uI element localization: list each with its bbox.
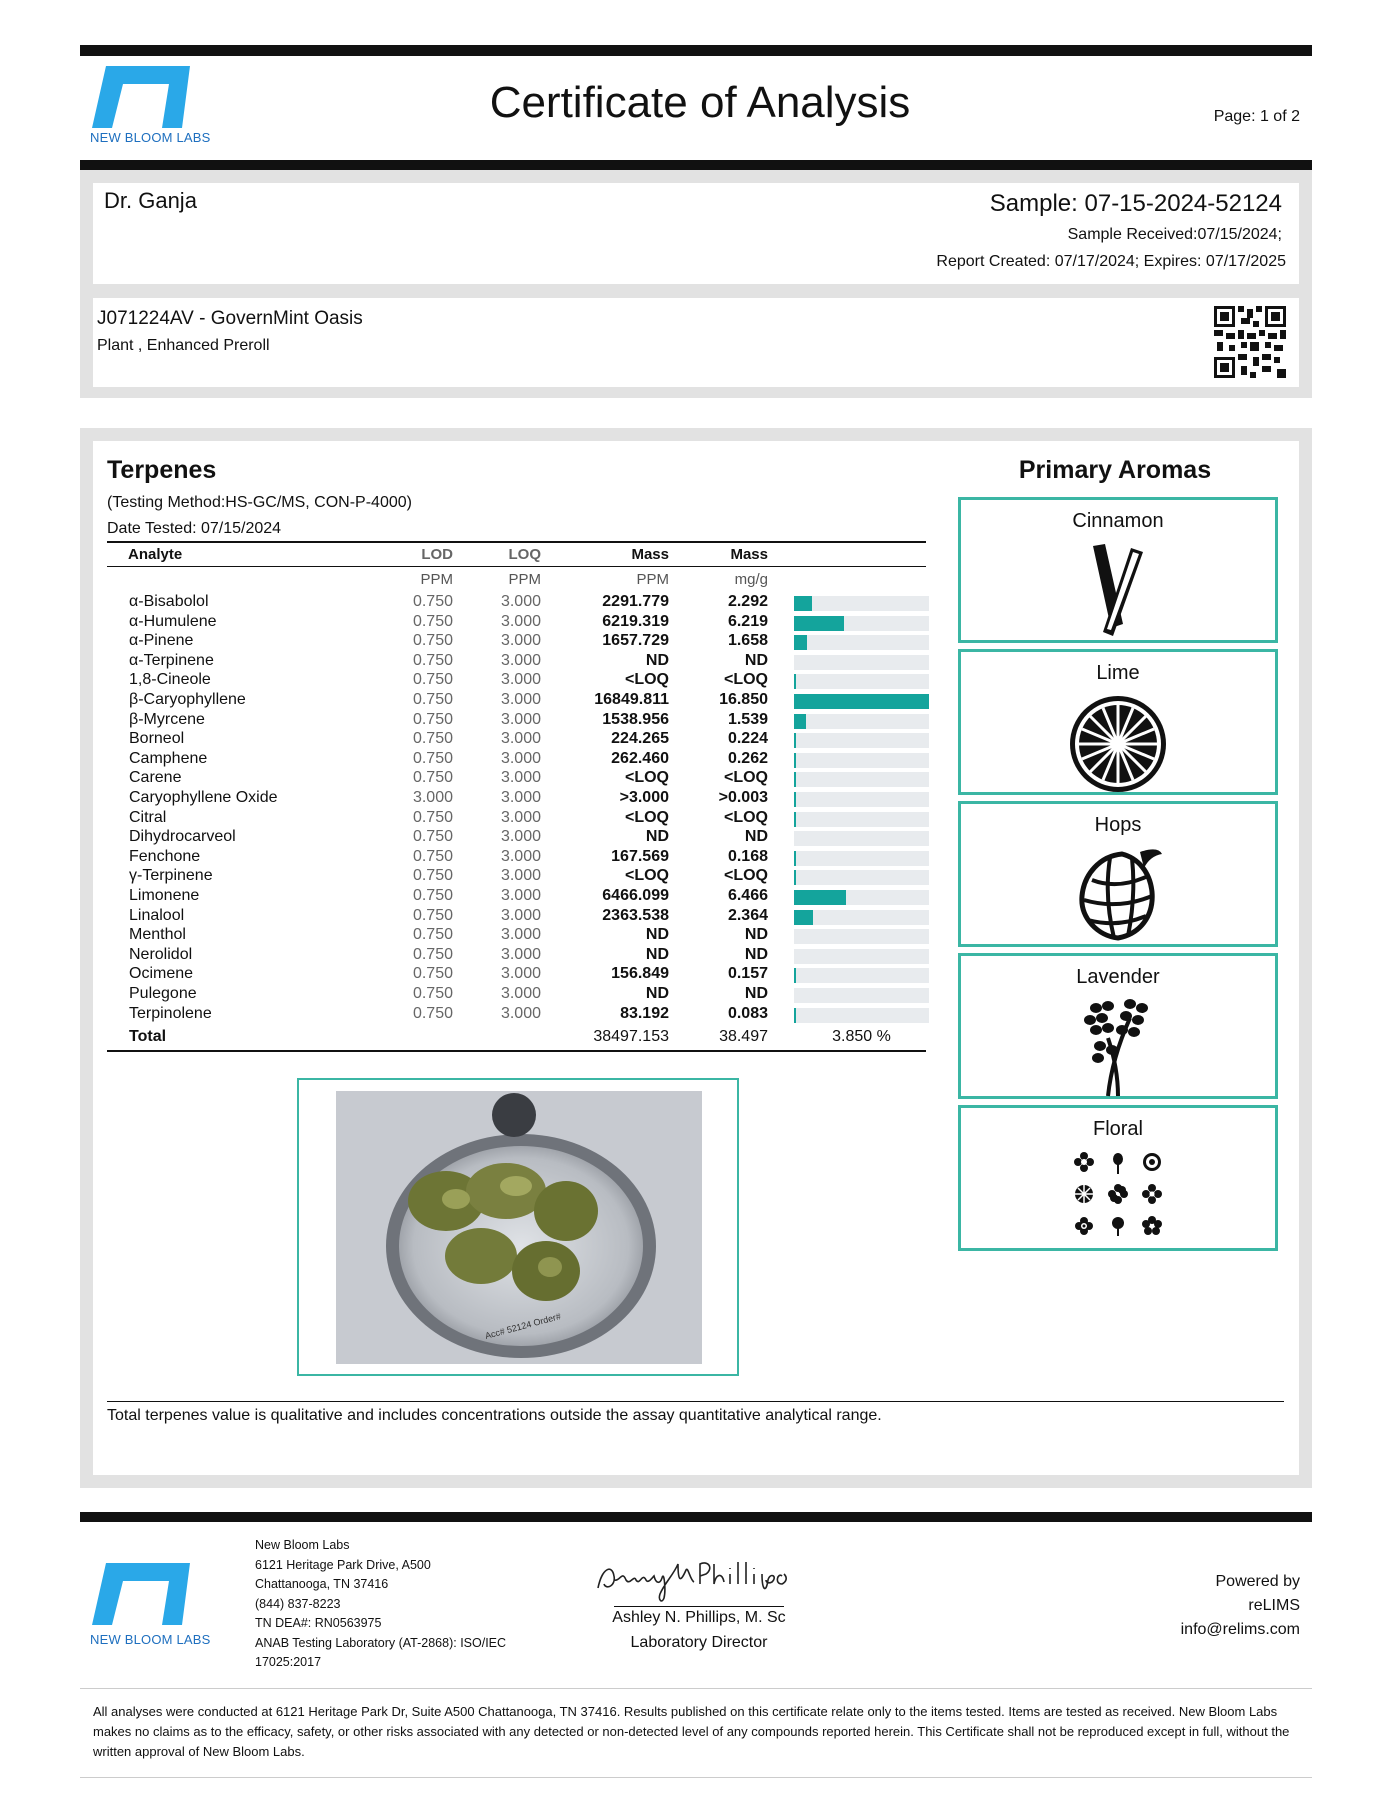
mass-ppm: 1538.956 [602, 710, 669, 728]
level-bar-track [794, 596, 929, 611]
lod-value: 0.750 [412, 808, 453, 826]
loq-value: 3.000 [500, 887, 541, 904]
analyte-name: Terpinolene [129, 1004, 212, 1022]
lod-value: 0.750 [412, 769, 453, 787]
sample-id: Sample: 07-15-2024-52124 [989, 190, 1282, 217]
level-bar-track [794, 635, 929, 650]
lod-value: 0.750 [412, 1004, 453, 1022]
mass-mgg: 0.262 [727, 749, 768, 767]
level-bar-fill [794, 635, 807, 650]
level-bar-fill [794, 1008, 796, 1023]
aroma-label: Lavender [1076, 966, 1160, 988]
mass-ppm: 167.569 [611, 847, 669, 865]
level-bar-fill [794, 674, 796, 689]
level-bar-fill [794, 714, 806, 729]
footer-rule [80, 1512, 1312, 1522]
powered-by-name: reLIMS [1248, 1597, 1300, 1614]
lab-address [255, 1536, 506, 1673]
level-bar-track [794, 870, 929, 885]
floral-icon [1068, 1150, 1168, 1236]
section-title-terpenes: Terpenes [107, 456, 217, 484]
lod-value: 0.750 [412, 632, 453, 650]
mass-ppm: 83.192 [620, 1004, 669, 1022]
lod-value: 0.750 [412, 965, 453, 983]
unit-mass-ppm: PPM [636, 571, 669, 588]
loq-value: 3.000 [500, 1004, 541, 1022]
analyte-name: Menthol [129, 926, 186, 944]
column-header-analyte: Analyte [128, 546, 183, 563]
lod-value: 0.750 [412, 926, 453, 944]
mass-mgg: 16.850 [719, 691, 768, 708]
level-bar-track [794, 851, 929, 866]
column-header-loq: LOQ [508, 546, 541, 563]
total-mass-mgg: 38.497 [719, 1028, 768, 1045]
top-rule [80, 45, 1312, 56]
note-rule [107, 1401, 1284, 1402]
signatory-role: Laboratory Director [630, 1634, 768, 1651]
mass-ppm: <LOQ [624, 867, 669, 885]
disclaimer-bottom-rule [80, 1777, 1312, 1778]
loq-value: 3.000 [500, 906, 541, 924]
lod-value: 3.000 [412, 789, 453, 806]
analyte-name: Dihydrocarveol [129, 828, 236, 846]
loq-value: 3.000 [500, 593, 541, 610]
logo [90, 66, 220, 145]
loq-value: 3.000 [500, 710, 541, 728]
mass-ppm: 156.849 [611, 965, 669, 983]
powered-by-label: Powered by [1215, 1573, 1300, 1590]
column-header-lod: LOD [421, 546, 453, 563]
mass-mgg: >0.003 [718, 789, 768, 806]
lime-icon [1068, 694, 1168, 794]
signatory-name: Ashley N. Phillips, M. Sc [612, 1609, 786, 1626]
address-line: TN DEA#: RN0563975 [255, 1616, 382, 1630]
loq-value: 3.000 [500, 789, 541, 806]
level-bar-fill [794, 753, 796, 768]
level-bar-fill [794, 694, 929, 709]
mass-ppm: 6219.319 [602, 612, 669, 630]
loq-value: 3.000 [500, 828, 541, 846]
mass-ppm: ND [645, 985, 669, 1002]
address-line: 17025:2017 [255, 1655, 322, 1669]
logo-text: NEW BLOOM LABS [90, 130, 211, 145]
level-bar-track [794, 792, 929, 807]
lod-value: 0.750 [412, 985, 453, 1002]
address-line: (844) 837-8223 [255, 1596, 341, 1611]
lod-value: 0.750 [412, 651, 453, 669]
svg-text:Acc# 52124 Order#: Acc# 52124 Order# [483, 1311, 562, 1341]
aroma-label: Cinnamon [1072, 510, 1164, 532]
level-bar-fill [794, 870, 796, 885]
mass-ppm: 2363.538 [602, 906, 669, 924]
level-bar-track [794, 831, 929, 846]
qr-code-icon[interactable] [1214, 306, 1286, 378]
loq-value: 3.000 [500, 632, 541, 650]
mass-mgg: <LOQ [723, 769, 768, 787]
lod-value: 0.750 [412, 945, 453, 963]
level-bar-fill [794, 812, 796, 827]
level-bar-track [794, 910, 929, 925]
loq-value: 3.000 [500, 749, 541, 767]
disclaimer-rule [80, 1688, 1312, 1689]
lod-value: 0.750 [412, 710, 453, 728]
mass-mgg: 1.658 [727, 632, 768, 650]
level-bar-fill [794, 596, 812, 611]
analyte-name: Linalool [129, 906, 185, 924]
cinnamon-icon [1083, 542, 1153, 638]
logo-text: NEW BLOOM LABS [90, 1632, 211, 1647]
mass-ppm: ND [645, 651, 669, 669]
mass-mgg: ND [744, 828, 768, 846]
page-number: Page: 1 of 2 [1213, 108, 1300, 125]
column-header-mass-mgg: Mass [730, 546, 768, 563]
report-dates: Report Created: 07/17/2024; Expires: 07/17/2025 [936, 253, 1286, 270]
analyte-name: Fenchone [129, 847, 201, 865]
level-bar-track [794, 890, 929, 905]
mass-mgg: 0.168 [727, 847, 768, 865]
analyte-name: Pulegone [129, 985, 197, 1002]
level-bar-track [794, 753, 929, 768]
date-tested: Date Tested: 07/15/2024 [107, 520, 282, 537]
level-bar-fill [794, 910, 813, 925]
loq-value: 3.000 [500, 808, 541, 826]
sample-photo [336, 1091, 702, 1364]
analyte-name: Borneol [129, 730, 185, 748]
total-label: Total [129, 1028, 167, 1045]
lod-value: 0.750 [412, 906, 453, 924]
level-bar-fill [794, 616, 844, 631]
analyte-name: 1,8-Cineole [129, 671, 211, 689]
hops-icon [1070, 846, 1166, 942]
address-line: Chattanooga, TN 37416 [255, 1577, 389, 1591]
total-percent: 3.850 % [832, 1028, 891, 1045]
mass-mgg: 0.083 [727, 1004, 768, 1022]
analyte-name: α-Humulene [129, 612, 217, 630]
signature [590, 1550, 810, 1606]
mass-mgg: 1.539 [727, 710, 768, 728]
table-top-rule [107, 541, 926, 543]
level-bar-track [794, 929, 929, 944]
mass-ppm: <LOQ [624, 808, 669, 826]
analyte-name: β-Myrcene [129, 710, 205, 728]
analyte-name: γ-Terpinene [129, 867, 213, 885]
analyte-name: β-Caryophyllene [129, 691, 246, 708]
mass-mgg: <LOQ [723, 671, 768, 689]
aroma-label: Hops [1094, 814, 1142, 836]
mass-mgg: ND [744, 945, 768, 963]
header-rule [80, 160, 1312, 170]
loq-value: 3.000 [500, 985, 541, 1002]
level-bar-fill [794, 851, 796, 866]
loq-value: 3.000 [500, 847, 541, 865]
analyte-name: α-Pinene [129, 632, 194, 650]
product-type: Plant , Enhanced Preroll [97, 337, 270, 354]
aroma-card-lime [958, 649, 1278, 795]
aroma-card-floral [958, 1105, 1278, 1251]
logo-mark-icon [90, 1563, 190, 1625]
lod-value: 0.750 [412, 593, 453, 610]
level-bar-track [794, 694, 929, 709]
mass-mgg: 2.292 [727, 593, 768, 610]
analyte-name: Ocimene [129, 965, 194, 983]
unit-loq: PPM [508, 571, 541, 588]
level-bar-track [794, 812, 929, 827]
loq-value: 3.000 [500, 671, 541, 689]
level-bar-track [794, 1008, 929, 1023]
aroma-label: Floral [1092, 1118, 1143, 1140]
mass-mgg: 6.466 [727, 887, 768, 904]
powered-by [1181, 1570, 1300, 1642]
level-bar-track [794, 714, 929, 729]
mass-mgg: ND [744, 926, 768, 944]
mass-ppm: <LOQ [624, 769, 669, 787]
mass-mgg: <LOQ [723, 808, 768, 826]
analyte-name: α-Terpinene [129, 651, 214, 669]
loq-value: 3.000 [500, 651, 541, 669]
level-bar-fill [794, 792, 796, 807]
terpenes-note: Total terpenes value is qualitative and includes concentrations outside the assay quantitative analytical range. [107, 1407, 882, 1424]
mass-ppm: 224.265 [611, 730, 669, 748]
level-bar-track [794, 674, 929, 689]
mass-ppm: ND [645, 945, 669, 963]
aroma-card-lavender [958, 953, 1278, 1099]
mass-mgg: ND [744, 651, 768, 669]
page-title: Certificate of Analysis [489, 78, 911, 127]
logo-mark-icon [90, 66, 190, 128]
level-bar-track [794, 655, 929, 670]
level-bar-fill [794, 772, 796, 787]
section-title-aromas: Primary Aromas [1018, 456, 1212, 484]
analyte-name: Limonene [129, 887, 200, 904]
loq-value: 3.000 [500, 612, 541, 630]
mass-mgg: <LOQ [723, 867, 768, 885]
lod-value: 0.750 [412, 730, 453, 748]
loq-value: 3.000 [500, 730, 541, 748]
address-line: ANAB Testing Laboratory (AT-2868): ISO/IEC [255, 1635, 507, 1650]
loq-value: 3.000 [500, 867, 541, 885]
lod-value: 0.750 [412, 691, 453, 708]
level-bar-track [794, 772, 929, 787]
level-bar-fill [794, 968, 796, 983]
mass-mgg: 0.224 [727, 730, 768, 748]
client-name: Dr. Ganja [104, 188, 197, 213]
lavender-icon [1078, 998, 1158, 1098]
level-bar-fill [794, 733, 796, 748]
address-line: 6121 Heritage Park Drive, A500 [255, 1557, 431, 1572]
testing-method: (Testing Method:HS-GC/MS, CON-P-4000) [107, 494, 412, 511]
level-bar-track [794, 616, 929, 631]
mass-ppm: 16849.811 [594, 691, 669, 708]
analyte-name: Citral [129, 808, 167, 826]
address-line: New Bloom Labs [255, 1538, 350, 1552]
lod-value: 0.750 [412, 671, 453, 689]
unit-lod: PPM [420, 571, 453, 588]
mass-mgg: ND [744, 985, 768, 1002]
analyte-name: Caryophyllene Oxide [129, 789, 278, 806]
sample-received: Sample Received:07/15/2024; [1067, 226, 1282, 243]
aroma-label: Lime [1096, 662, 1140, 684]
footer-logo [90, 1563, 220, 1647]
lod-value: 0.750 [412, 612, 453, 630]
loq-value: 3.000 [500, 945, 541, 963]
mass-ppm: ND [645, 828, 669, 846]
mass-mgg: 0.157 [727, 965, 768, 983]
lod-value: 0.750 [412, 749, 453, 767]
aroma-card-hops [958, 801, 1278, 947]
lod-value: 0.750 [412, 887, 453, 904]
loq-value: 3.000 [500, 926, 541, 944]
mass-ppm: >3.000 [619, 789, 669, 806]
mass-ppm: <LOQ [624, 671, 669, 689]
signature-line [614, 1606, 784, 1607]
loq-value: 3.000 [500, 691, 541, 708]
loq-value: 3.000 [500, 769, 541, 787]
level-bar-fill [794, 890, 846, 905]
level-bar-track [794, 949, 929, 964]
mass-ppm: 2291.779 [602, 593, 669, 610]
disclaimer: All analyses were conducted at 6121 Heritage Park Dr, Suite A500 Chattanooga, TN 37416. Results published on this certificate relate only to the items tested. Items are tested as received. New Bloom Labs makes no claims as to the efficacy, safety, or other risks associated with any detected or non-detected level of any compounds reported herein. This Certificate shall not be reproduced except in full, without the written approval of New Bloom Labs. [93, 1704, 1290, 1759]
table-bottom-rule [107, 1050, 926, 1052]
total-mass-ppm: 38497.153 [593, 1028, 669, 1045]
lod-value: 0.750 [412, 847, 453, 865]
mass-mgg: 2.364 [727, 906, 768, 924]
aroma-card-cinnamon [958, 497, 1278, 643]
level-bar-track [794, 733, 929, 748]
analyte-name: α-Bisabolol [129, 593, 209, 610]
level-bar-track [794, 988, 929, 1003]
analyte-name: Nerolidol [129, 945, 193, 963]
lod-value: 0.750 [412, 828, 453, 846]
analyte-name: Camphene [129, 749, 208, 767]
level-bar-track [794, 968, 929, 983]
table-header-rule [107, 566, 926, 567]
mass-ppm: 262.460 [611, 749, 669, 767]
mass-ppm: ND [645, 926, 669, 944]
loq-value: 3.000 [500, 965, 541, 983]
column-header-mass-ppm: Mass [631, 546, 669, 563]
powered-by-email[interactable]: info@relims.com [1180, 1621, 1300, 1638]
mass-ppm: 1657.729 [602, 632, 669, 650]
unit-mass-mgg: mg/g [734, 571, 768, 588]
analyte-name: Carene [129, 769, 182, 787]
mass-mgg: 6.219 [727, 612, 768, 630]
product-name: J071224AV - GovernMint Oasis [97, 308, 363, 329]
lod-value: 0.750 [412, 867, 453, 885]
mass-ppm: 6466.099 [602, 887, 669, 904]
